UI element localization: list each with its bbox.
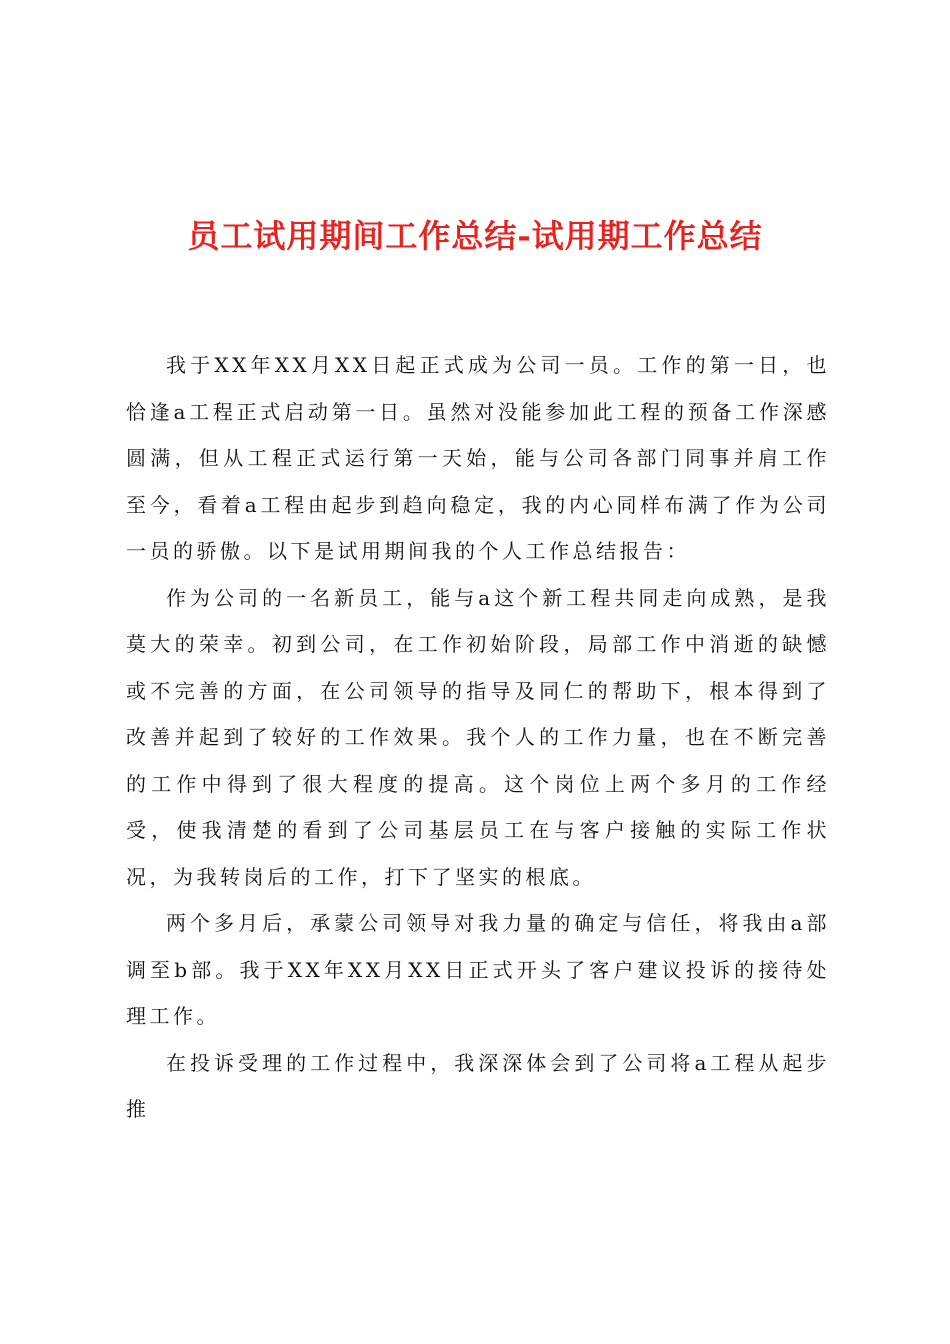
document-body xyxy=(126,342,830,1133)
paragraph-1: 我于XX年XX月XX日起正式成为公司一员。工作的第一日，也恰逢a工程正式启动第一日。虽然对没能参加此工程的预备工作深感圆满，但从工程正式运行第一天始，能与公司各部门同事并肩工作至今，看着a工程由起步到趋向稳定，我的内心同样布满了作为公司一员的骄傲。以下是试用期间我的个人工作总结报告： xyxy=(126,353,830,563)
paragraph-3: 两个多月后，承蒙公司领导对我力量的确定与信任，将我由a部调至b部。我于XX年XX月XX日正式开头了客户建议投诉的接待处理工作。 xyxy=(126,911,830,1028)
paragraph-2: 作为公司的一名新员工，能与a这个新工程共同走向成熟，是我莫大的荣幸。初到公司，在工作初始阶段，局部工作中消逝的缺憾或不完善的方面，在公司领导的指导及同仁的帮助下，根本得到了改善并起到了较好的工作效果。我个人的工作力量，也在不断完善的工作中得到了很大程度的提高。这个岗位上两个多月的工作经受，使我清楚的看到了公司基层员工在与客户接触的实际工作状况，为我转岗后的工作，打下了坚实的根底。 xyxy=(126,585,830,889)
document-title: 员工试用期间工作总结-试用期工作总结 xyxy=(187,217,763,255)
paragraph-4: 在投诉受理的工作过程中，我深深体会到了公司将a工程从起步推 xyxy=(126,1050,830,1121)
